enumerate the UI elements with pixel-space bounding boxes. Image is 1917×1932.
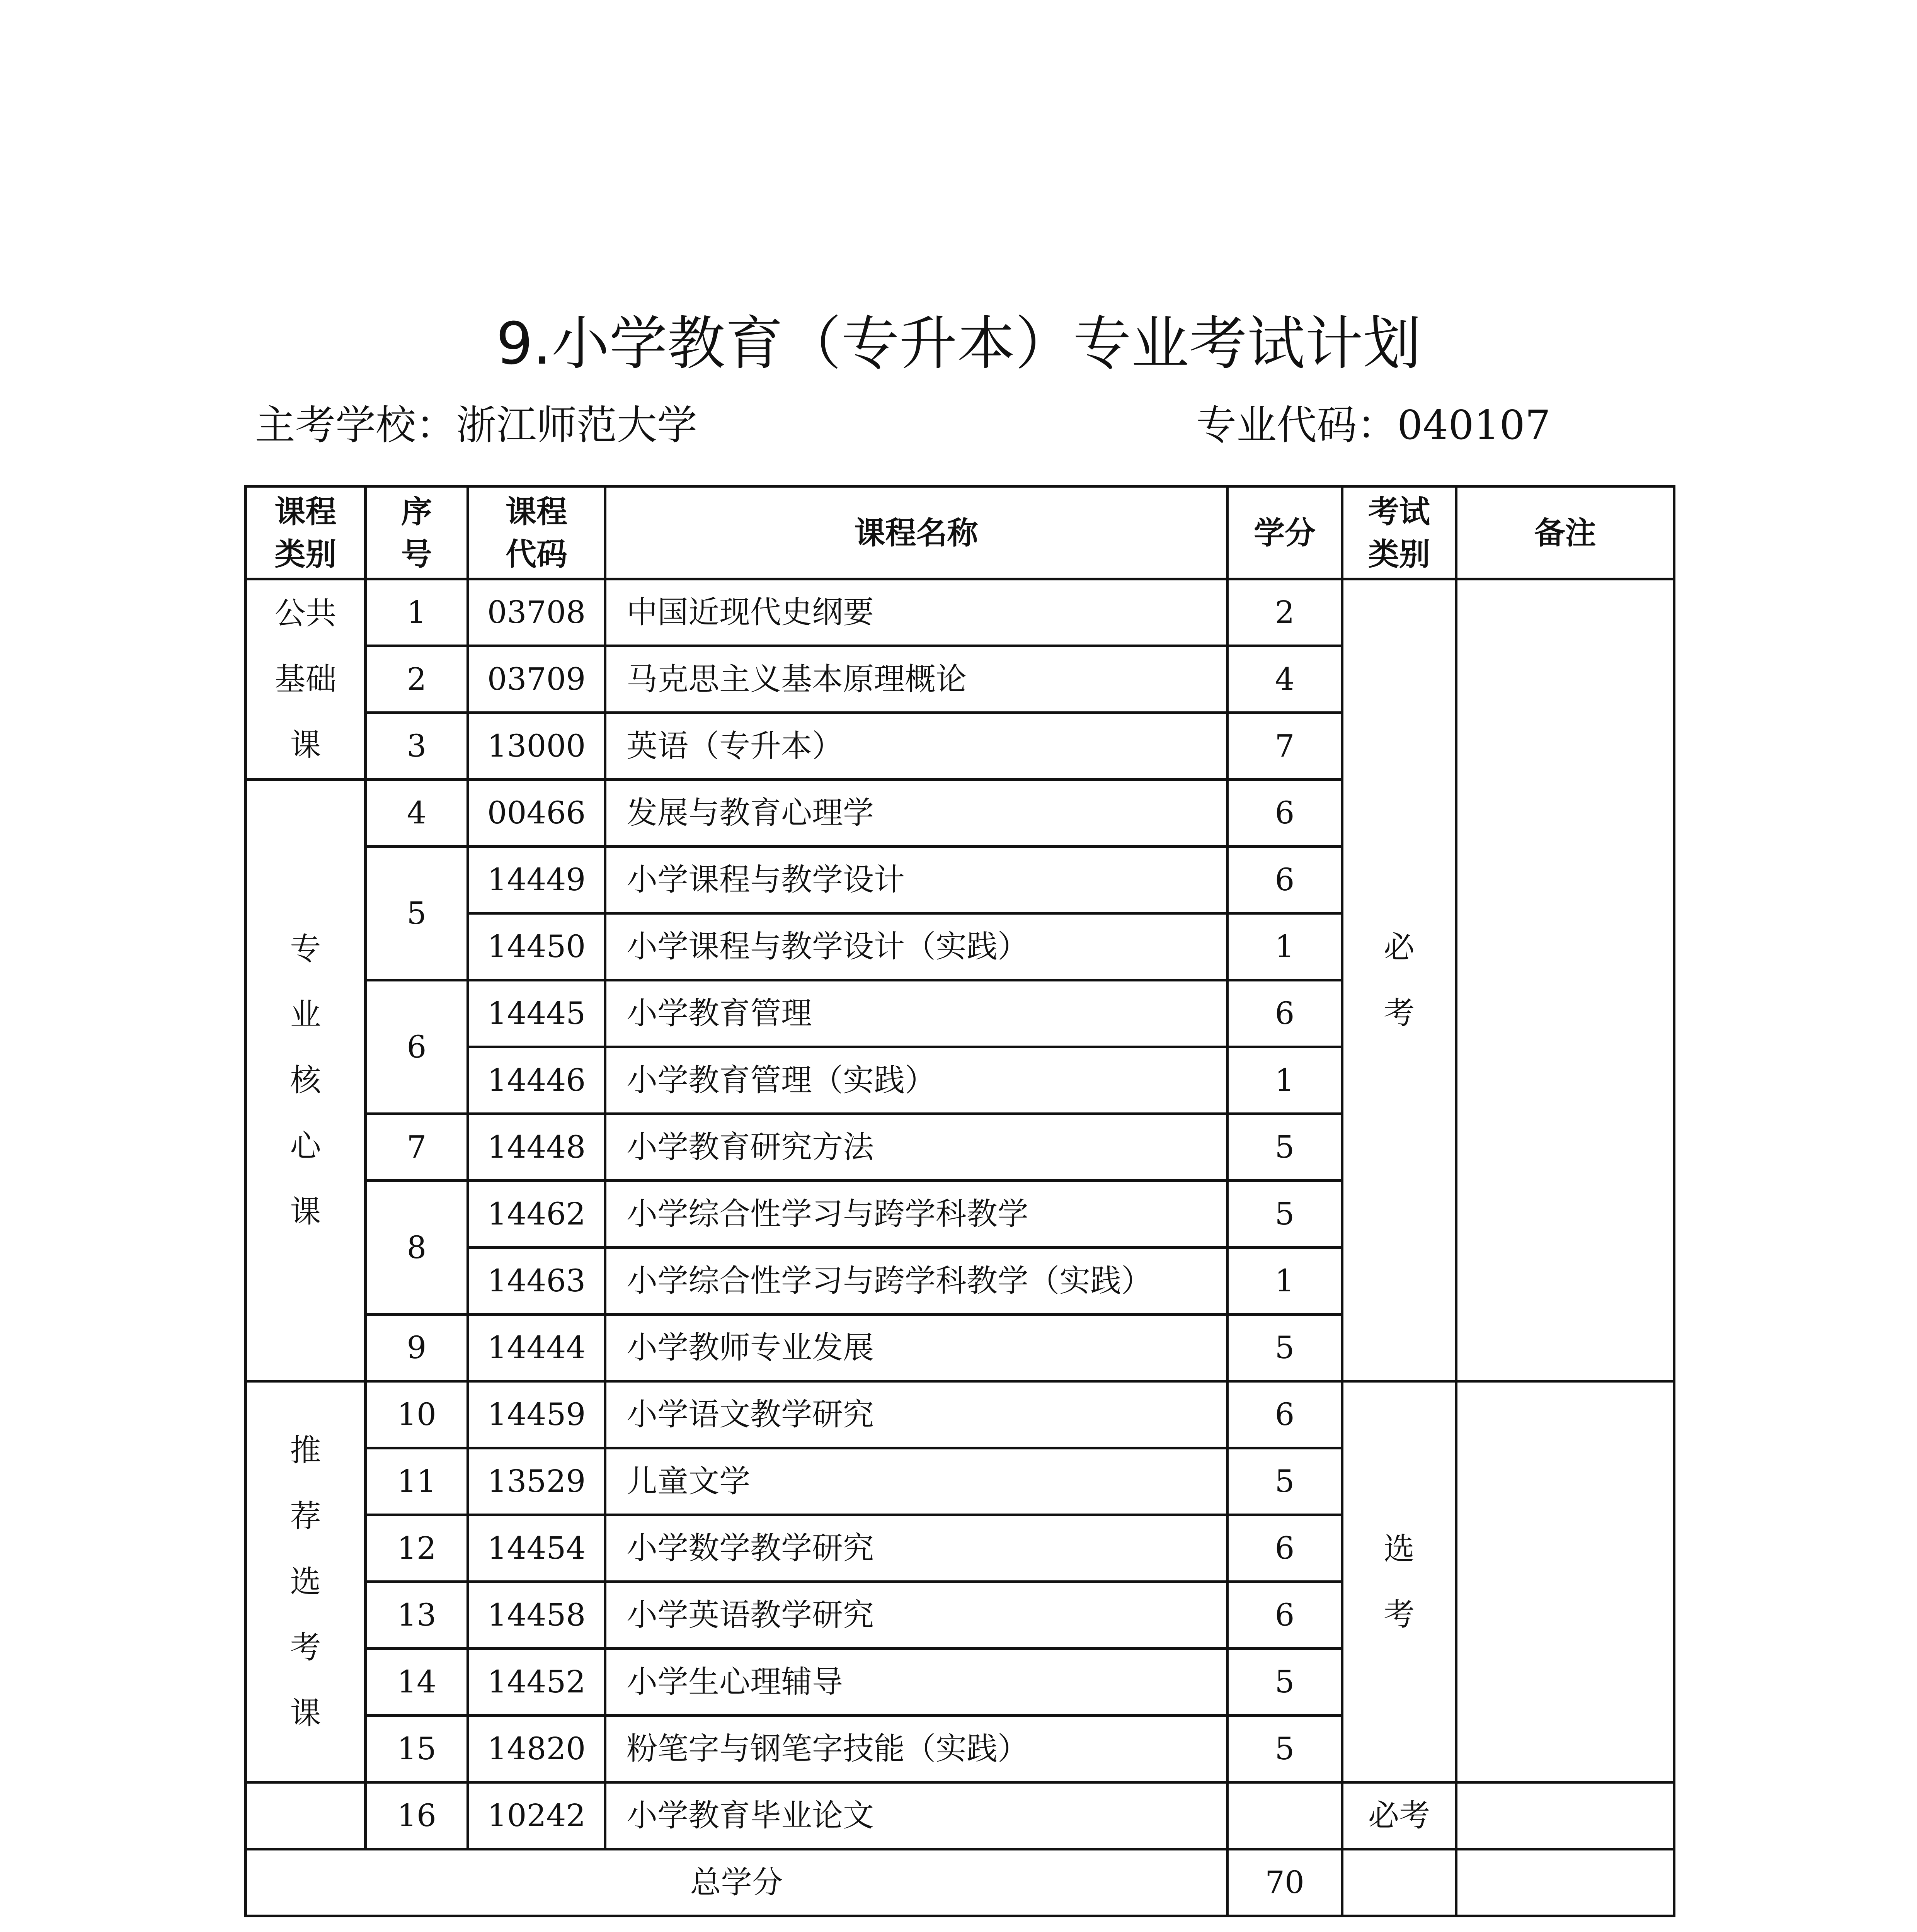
row-course-name: 小学课程与教学设计 — [605, 847, 1227, 913]
row-course-name: 小学语文教学研究 — [605, 1381, 1227, 1448]
row-course-name: 小学课程与教学设计（实践） — [605, 913, 1227, 980]
row-credit: 6 — [1227, 1582, 1342, 1649]
exam-type-required: 必 考 — [1342, 579, 1456, 1381]
row-code: 14446 — [468, 1047, 605, 1114]
row-credit: 5 — [1227, 1716, 1342, 1782]
row-code: 14463 — [468, 1248, 605, 1315]
table-row — [246, 579, 1674, 646]
total-credit: 70 — [1227, 1849, 1342, 1916]
row-code: 14454 — [468, 1515, 605, 1582]
row-credit: 1 — [1227, 1047, 1342, 1114]
row-code: 14462 — [468, 1181, 605, 1248]
row-course-name: 发展与教育心理学 — [605, 780, 1227, 847]
row-code: 14449 — [468, 847, 605, 913]
row-seq: 4 — [366, 780, 468, 847]
row-seq: 8 — [366, 1181, 468, 1315]
row-course-name: 小学生心理辅导 — [605, 1649, 1227, 1716]
row-seq: 14 — [366, 1649, 468, 1716]
row-course-name: 儿童文学 — [605, 1448, 1227, 1515]
major-code: 专业代码：040107 — [1196, 401, 1551, 449]
row-credit: 5 — [1227, 1649, 1342, 1716]
row-course-name: 小学综合性学习与跨学科教学 — [605, 1181, 1227, 1248]
row-course-name: 中国近现代史纲要 — [605, 579, 1227, 646]
row-course-name: 小学英语教学研究 — [605, 1582, 1227, 1649]
empty-category-cell — [246, 1782, 366, 1849]
row-code: 14444 — [468, 1315, 605, 1381]
row-credit: 5 — [1227, 1448, 1342, 1515]
exam-school: 主考学校：浙江师范大学 — [255, 401, 698, 449]
row-seq: 2 — [366, 646, 468, 713]
row-seq: 16 — [366, 1782, 468, 1849]
row-credit: 6 — [1227, 847, 1342, 913]
group-major-core: 专 业 核 心 课 — [246, 780, 366, 1381]
row-credit: 6 — [1227, 780, 1342, 847]
total-exam-type-cell — [1342, 1849, 1456, 1916]
row-credit: 1 — [1227, 913, 1342, 980]
row-code: 00466 — [468, 780, 605, 847]
row-seq: 12 — [366, 1515, 468, 1582]
table-header-row — [246, 486, 1674, 579]
table-row — [246, 1782, 1674, 1849]
row-credit: 6 — [1227, 1381, 1342, 1448]
exam-type-thesis: 必考 — [1342, 1782, 1456, 1849]
row-credit: 5 — [1227, 1315, 1342, 1381]
row-code: 14448 — [468, 1114, 605, 1181]
row-course-name: 小学数学教学研究 — [605, 1515, 1227, 1582]
row-course-name: 马克思主义基本原理概论 — [605, 646, 1227, 713]
exam-plan-table — [244, 485, 1675, 1917]
row-seq: 1 — [366, 579, 468, 646]
remark-cell — [1456, 1782, 1674, 1849]
row-seq: 11 — [366, 1448, 468, 1515]
row-credit: 5 — [1227, 1181, 1342, 1248]
header-seq: 序 号 — [366, 486, 468, 579]
row-seq: 13 — [366, 1582, 468, 1649]
row-code: 13529 — [468, 1448, 605, 1515]
row-course-name: 小学教育管理 — [605, 980, 1227, 1047]
row-seq: 3 — [366, 713, 468, 780]
row-code: 14820 — [468, 1716, 605, 1782]
table-row — [246, 1381, 1674, 1448]
row-seq: 7 — [366, 1114, 468, 1181]
remark-cell — [1456, 579, 1674, 1381]
header-remark: 备注 — [1456, 486, 1674, 579]
row-credit: 2 — [1227, 579, 1342, 646]
row-course-name: 小学综合性学习与跨学科教学（实践） — [605, 1248, 1227, 1315]
row-seq: 15 — [366, 1716, 468, 1782]
row-code: 10242 — [468, 1782, 605, 1849]
row-credit: 7 — [1227, 713, 1342, 780]
row-code: 14445 — [468, 980, 605, 1047]
row-course-name: 小学教育毕业论文 — [605, 1782, 1227, 1849]
exam-type-elective: 选 考 — [1342, 1381, 1456, 1782]
row-seq: 6 — [366, 980, 468, 1114]
row-credit: 6 — [1227, 1515, 1342, 1582]
row-code: 14458 — [468, 1582, 605, 1649]
header-category: 课程 类别 — [246, 486, 366, 579]
row-credit: 6 — [1227, 980, 1342, 1047]
group-public-basic: 公共 基础 课 — [246, 579, 366, 780]
header-name: 课程名称 — [605, 486, 1227, 579]
row-course-name: 小学教育研究方法 — [605, 1114, 1227, 1181]
row-code: 14459 — [468, 1381, 605, 1448]
header-credit: 学分 — [1227, 486, 1342, 579]
row-credit: 5 — [1227, 1114, 1342, 1181]
row-code: 03709 — [468, 646, 605, 713]
total-label: 总学分 — [246, 1849, 1227, 1916]
row-credit — [1227, 1782, 1342, 1849]
row-course-name: 粉笔字与钢笔字技能（实践） — [605, 1716, 1227, 1782]
row-credit: 4 — [1227, 646, 1342, 713]
group-recommended-elective: 推 荐 选 考 课 — [246, 1381, 366, 1782]
row-code: 14450 — [468, 913, 605, 980]
page-title: 9.小学教育（专升本）专业考试计划 — [496, 310, 1421, 378]
total-remark-cell — [1456, 1849, 1674, 1916]
row-code: 14452 — [468, 1649, 605, 1716]
row-credit: 1 — [1227, 1248, 1342, 1315]
row-seq: 5 — [366, 847, 468, 980]
remark-cell — [1456, 1381, 1674, 1782]
row-seq: 9 — [366, 1315, 468, 1381]
row-code: 13000 — [468, 713, 605, 780]
row-course-name: 英语（专升本） — [605, 713, 1227, 780]
total-row — [246, 1849, 1674, 1916]
header-exam-type: 考试 类别 — [1342, 486, 1456, 579]
header-code: 课程 代码 — [468, 486, 605, 579]
row-code: 03708 — [468, 579, 605, 646]
row-seq: 10 — [366, 1381, 468, 1448]
row-course-name: 小学教师专业发展 — [605, 1315, 1227, 1381]
row-course-name: 小学教育管理（实践） — [605, 1047, 1227, 1114]
